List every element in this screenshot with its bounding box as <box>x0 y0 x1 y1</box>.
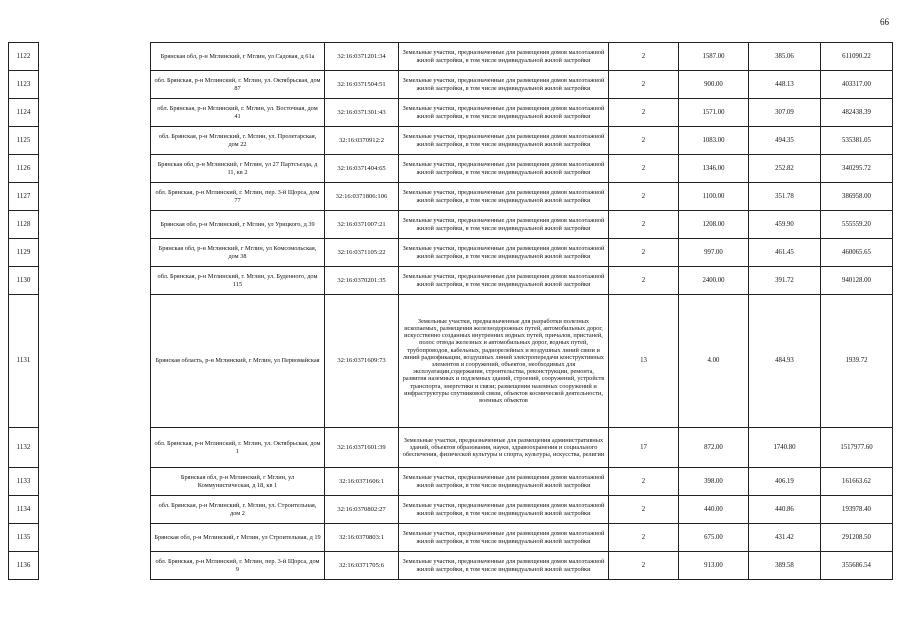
row-specific-value: 440.86 <box>749 496 821 524</box>
row-cadastral-value: 940128.00 <box>821 267 893 295</box>
row-cadastral-value: 535381.05 <box>821 127 893 155</box>
row-cadastral-value: 161663.62 <box>821 468 893 496</box>
row-land-use: Земельные участки, предназначенные для размещения домов малоэтажной жилой застройки, в том числе индивидуальной жилой застройки <box>399 183 609 211</box>
row-number: 1122 <box>9 43 39 71</box>
row-address: обл. Брянская, р-н Мглинский, г. Мглин, пер. 3-й Щорса, дом 9 <box>151 552 325 580</box>
row-number: 1135 <box>9 524 39 552</box>
row-spacer <box>39 468 151 496</box>
row-land-use: Земельные участки, предназначенные для разработки полезных ископаемых, размещения железнодорожных путей, автомобильных дорог, искусственно созданных внутренних водных путей, причалов, пристаней, полос отвода железных и автомобильных дорог, водных путей, трубопроводов, кабельных, радиорелейных и воздушных линий связи и линий радиофикации, воздушных линий электропередачи конструктивных элементов и сооружений, объектов, необходимых для эксплуатации,содержания, строительства, реконструкции, ремонта, развития наземных и подземных зданий, строений, сооружений, устройств транспорта, энергетики и связи; размещения наземных сооружений и инфраструктуры спутниковой связи, объектов космической деятельности, военных объектов <box>399 295 609 428</box>
row-number: 1130 <box>9 267 39 295</box>
row-group: 17 <box>609 428 679 468</box>
row-specific-value: 1740.80 <box>749 428 821 468</box>
row-land-use: Земельные участки, предназначенные для размещения домов малоэтажной жилой застройки, в том числе индивидуальной жилой застройки <box>399 239 609 267</box>
table-row <box>9 295 893 428</box>
table-row <box>9 524 893 552</box>
row-land-use: Земельные участки, предназначенные для размещения домов малоэтажной жилой застройки, в том числе индивидуальной жилой застройки <box>399 524 609 552</box>
row-spacer <box>39 524 151 552</box>
row-area: 1346.00 <box>679 155 749 183</box>
row-address: обл. Брянская, р-н Мглинский, г. Мглин, ул. Восточная, дом 41 <box>151 99 325 127</box>
row-cadastral-value: 555559.20 <box>821 211 893 239</box>
row-spacer <box>39 267 151 295</box>
row-area: 900.00 <box>679 71 749 99</box>
row-address: Брянская обл, р-н Мглинский, г Мглин, ул Комсомольская, дом 38 <box>151 239 325 267</box>
row-area: 913.00 <box>679 552 749 580</box>
row-area: 440.00 <box>679 496 749 524</box>
row-number: 1123 <box>9 71 39 99</box>
row-cadastral-number: 32:16:0371301:43 <box>325 99 399 127</box>
row-area: 4.00 <box>679 295 749 428</box>
table-row <box>9 127 893 155</box>
row-address: обл. Брянская, р-н Мглинский, г. Мглин, ул. Октябрьская, дом 87 <box>151 71 325 99</box>
row-cadastral-value: 403317.00 <box>821 71 893 99</box>
row-cadastral-value: 1517977.60 <box>821 428 893 468</box>
row-cadastral-number: 32:16:0370802:27 <box>325 496 399 524</box>
row-number: 1136 <box>9 552 39 580</box>
row-number: 1133 <box>9 468 39 496</box>
row-address: Брянская обл, р-н Мглинский, г Мглин, ул Коммунистическая, д 18, кв 1 <box>151 468 325 496</box>
row-spacer <box>39 127 151 155</box>
row-land-use: Земельные участки, предназначенные для размещения домов малоэтажной жилой застройки, в том числе индивидуальной жилой застройки <box>399 552 609 580</box>
row-cadastral-value: 355686.54 <box>821 552 893 580</box>
row-area: 1100.00 <box>679 183 749 211</box>
table-row <box>9 183 893 211</box>
row-cadastral-value: 460065.65 <box>821 239 893 267</box>
row-group: 2 <box>609 267 679 295</box>
row-specific-value: 494.35 <box>749 127 821 155</box>
row-spacer <box>39 211 151 239</box>
row-area: 675.00 <box>679 524 749 552</box>
row-land-use: Земельные участки, предназначенные для размещения домов малоэтажной жилой застройки, в том числе индивидуальной жилой застройки <box>399 99 609 127</box>
row-specific-value: 448.13 <box>749 71 821 99</box>
row-cadastral-value: 193978.40 <box>821 496 893 524</box>
row-area: 2400.00 <box>679 267 749 295</box>
row-group: 2 <box>609 239 679 267</box>
table-row <box>9 552 893 580</box>
row-land-use: Земельные участки, предназначенные для размещения домов малоэтажной жилой застройки, в том числе индивидуальной жилой застройки <box>399 43 609 71</box>
row-specific-value: 351.78 <box>749 183 821 211</box>
table-row <box>9 71 893 99</box>
row-specific-value: 406.19 <box>749 468 821 496</box>
row-number: 1132 <box>9 428 39 468</box>
row-address: обл. Брянская, р-н Мглинский, г. Мглин, ул. Пролетарская, дом 22 <box>151 127 325 155</box>
row-group: 2 <box>609 99 679 127</box>
row-area: 398.00 <box>679 468 749 496</box>
row-cadastral-number: 32:16:0371806:106 <box>325 183 399 211</box>
row-spacer <box>39 552 151 580</box>
row-specific-value: 484.93 <box>749 295 821 428</box>
row-number: 1124 <box>9 99 39 127</box>
row-cadastral-number: 32:16:0371404:65 <box>325 155 399 183</box>
row-address: Брянская обл, р-н Мглинский, г Мглин, ул Садовая, д 61а <box>151 43 325 71</box>
row-cadastral-value: 482438.39 <box>821 99 893 127</box>
table-row <box>9 155 893 183</box>
row-cadastral-number: 32:16:0371606:1 <box>325 468 399 496</box>
table-row <box>9 99 893 127</box>
row-land-use: Земельные участки, предназначенные для размещения домов малоэтажной жилой застройки, в том числе индивидуальной жилой застройки <box>399 155 609 183</box>
row-land-use: Земельные участки, предназначенные для размещения домов малоэтажной жилой застройки, в том числе индивидуальной жилой застройки <box>399 211 609 239</box>
table-row <box>9 496 893 524</box>
row-address: обл. Брянская, р-н Мглинский, г. Мглин, пер. 3-й Щорса, дом 77 <box>151 183 325 211</box>
row-cadastral-number: 32:16:0371201:34 <box>325 43 399 71</box>
row-group: 2 <box>609 468 679 496</box>
table-row <box>9 211 893 239</box>
row-address: Брянская обл, р-н Мглинский, г Мглин, ул Строительная, д 19 <box>151 524 325 552</box>
row-cadastral-number: 32:16:0371504:51 <box>325 71 399 99</box>
row-area: 1208.00 <box>679 211 749 239</box>
row-group: 2 <box>609 71 679 99</box>
row-specific-value: 461.45 <box>749 239 821 267</box>
row-land-use: Земельные участки, предназначенные для размещения домов малоэтажной жилой застройки, в том числе индивидуальной жилой застройки <box>399 468 609 496</box>
row-spacer <box>39 155 151 183</box>
row-group: 2 <box>609 127 679 155</box>
row-number: 1127 <box>9 183 39 211</box>
row-area: 997.00 <box>679 239 749 267</box>
row-address: Брянская обл, р-н Мглинский, г Мглин, ул Урицкого, д 39 <box>151 211 325 239</box>
row-group: 13 <box>609 295 679 428</box>
row-area: 1083.00 <box>679 127 749 155</box>
row-specific-value: 431.42 <box>749 524 821 552</box>
row-spacer <box>39 496 151 524</box>
row-group: 2 <box>609 155 679 183</box>
row-cadastral-number: 32:16:0370912:2 <box>325 127 399 155</box>
row-spacer <box>39 43 151 71</box>
row-address: Брянская обл, р-н Мглинский, г Мглин, ул 27 Партсъезда, д 11, кв 2 <box>151 155 325 183</box>
row-cadastral-number: 32:16:0371007:21 <box>325 211 399 239</box>
row-address: обл. Брянская, р-н Мглинский, г. Мглин, ул. Строительная, дом 2 <box>151 496 325 524</box>
table-row <box>9 267 893 295</box>
row-group: 2 <box>609 524 679 552</box>
row-address: обл. Брянская, р-н Мглинский, г. Мглин, ул. Октябрьская, дом 1 <box>151 428 325 468</box>
row-cadastral-number: 32:16:0371601:39 <box>325 428 399 468</box>
row-cadastral-number: 32:16:0371705:6 <box>325 552 399 580</box>
table-row <box>9 239 893 267</box>
row-cadastral-value: 340295.72 <box>821 155 893 183</box>
row-number: 1129 <box>9 239 39 267</box>
row-group: 2 <box>609 43 679 71</box>
row-number: 1125 <box>9 127 39 155</box>
row-spacer <box>39 428 151 468</box>
row-number: 1126 <box>9 155 39 183</box>
row-cadastral-value: 611090.22 <box>821 43 893 71</box>
row-cadastral-value: 386958.00 <box>821 183 893 211</box>
row-spacer <box>39 71 151 99</box>
row-address: Брянская область, р-н Мглинский, г Мглин, ул Первомайская <box>151 295 325 428</box>
row-cadastral-number: 32:16:0371105:22 <box>325 239 399 267</box>
row-number: 1128 <box>9 211 39 239</box>
row-group: 2 <box>609 211 679 239</box>
row-land-use: Земельные участки, предназначенные для размещения административных зданий, объектов образования, науки, здравоохранения и социального обеспечения, физической культуры и спорта, культуры, искусства, религии <box>399 428 609 468</box>
row-specific-value: 385.06 <box>749 43 821 71</box>
table-row <box>9 468 893 496</box>
row-cadastral-number: 32:16:0370201:35 <box>325 267 399 295</box>
row-land-use: Земельные участки, предназначенные для размещения домов малоэтажной жилой застройки, в том числе индивидуальной жилой застройки <box>399 71 609 99</box>
row-spacer <box>39 183 151 211</box>
row-cadastral-value: 1939.72 <box>821 295 893 428</box>
row-land-use: Земельные участки, предназначенные для размещения домов малоэтажной жилой застройки, в том числе индивидуальной жилой застройки <box>399 496 609 524</box>
row-specific-value: 391.72 <box>749 267 821 295</box>
row-cadastral-value: 291208.50 <box>821 524 893 552</box>
row-land-use: Земельные участки, предназначенные для размещения домов малоэтажной жилой застройки, в том числе индивидуальной жилой застройки <box>399 267 609 295</box>
row-area: 1571.00 <box>679 99 749 127</box>
table-row <box>9 43 893 71</box>
row-specific-value: 252.82 <box>749 155 821 183</box>
row-spacer <box>39 99 151 127</box>
cadastral-value-table <box>8 42 893 580</box>
row-cadastral-number: 32:16:0371609:73 <box>325 295 399 428</box>
row-area: 872.00 <box>679 428 749 468</box>
row-address: обл. Брянская, р-н Мглинский, г. Мглин, ул. Буденного, дом 115 <box>151 267 325 295</box>
row-group: 2 <box>609 552 679 580</box>
row-area: 1587.00 <box>679 43 749 71</box>
row-land-use: Земельные участки, предназначенные для размещения домов малоэтажной жилой застройки, в том числе индивидуальной жилой застройки <box>399 127 609 155</box>
row-specific-value: 459.90 <box>749 211 821 239</box>
row-specific-value: 389.58 <box>749 552 821 580</box>
page-number: 66 <box>880 17 889 27</box>
row-group: 2 <box>609 496 679 524</box>
table-row <box>9 428 893 468</box>
row-spacer <box>39 295 151 428</box>
row-number: 1131 <box>9 295 39 428</box>
row-specific-value: 307.09 <box>749 99 821 127</box>
row-group: 2 <box>609 183 679 211</box>
row-cadastral-number: 32:16:0370803:1 <box>325 524 399 552</box>
row-number: 1134 <box>9 496 39 524</box>
row-spacer <box>39 239 151 267</box>
